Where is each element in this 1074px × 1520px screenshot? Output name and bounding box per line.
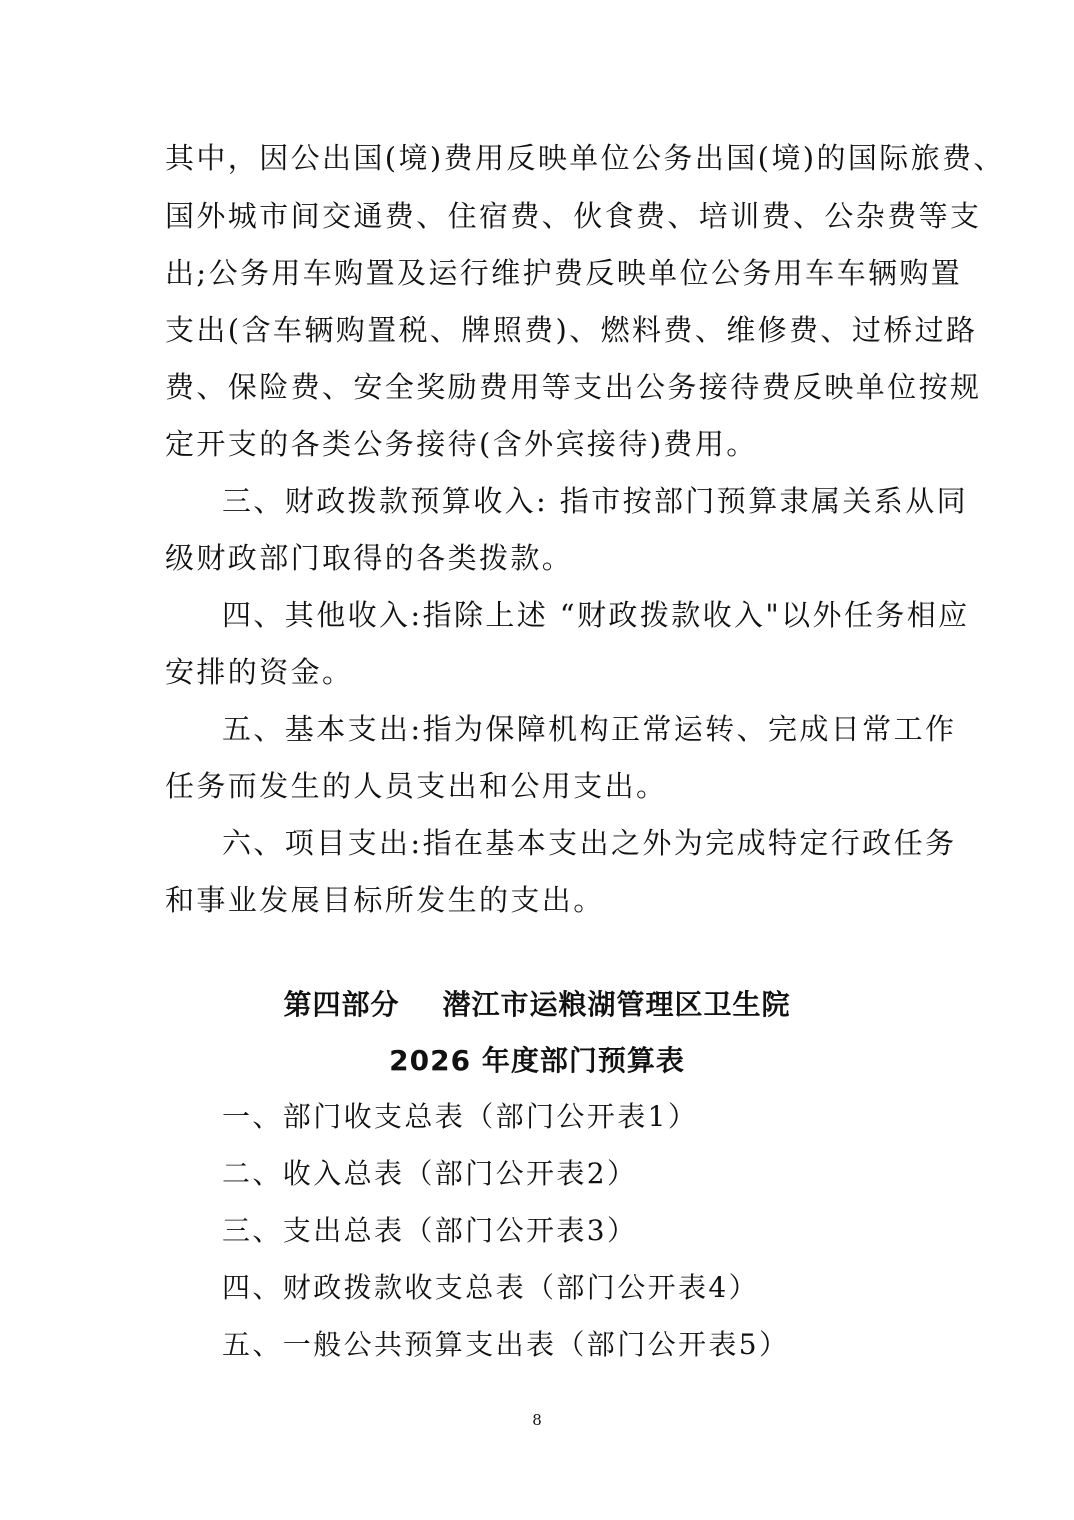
page-number: 8: [532, 1411, 542, 1429]
paragraph-line: 国外城市间交通费、住宿费、伙食费、培训费、公杂费等支: [165, 199, 982, 233]
paragraph-line: 三、财政拨款预算收入: 指市按部门预算隶属关系从同: [222, 484, 968, 518]
paragraph-line: 费、保险费、安全奖励费用等支出公务接待费反映单位按规: [165, 370, 982, 404]
paragraph-line: 任务而发生的人员支出和公用支出。: [165, 769, 668, 803]
paragraph-line: 定开支的各类公务接待(含外宾接待)费用。: [165, 427, 758, 461]
paragraph-line: 和事业发展目标所发生的支出。: [165, 883, 605, 917]
paragraph-line: 支出(含车辆购置税、牌照费)、燃料费、维修费、过桥过路: [165, 313, 978, 347]
section-subtitle: 2026 年度部门预算表: [389, 1044, 685, 1077]
paragraph-line: 级财政部门取得的各类拨款。: [165, 541, 574, 575]
toc-item: 三、支出总表（部门公开表3）: [222, 1214, 638, 1247]
paragraph-line: 四、其他收入:指除上述 “财政拨款收入"以外任务相应: [222, 598, 970, 632]
paragraph-line: 五、基本支出:指为保障机构正常运转、完成日常工作: [222, 712, 957, 746]
toc-item: 二、收入总表（部门公开表2）: [222, 1157, 638, 1190]
paragraph-line: 六、项目支出:指在基本支出之外为完成特定行政任务: [222, 826, 957, 860]
toc-item: 四、财政拨款收支总表（部门公开表4）: [222, 1271, 760, 1304]
paragraph-line: 出;公务用车购置及运行维护费反映单位公务用车车辆购置: [165, 256, 963, 290]
paragraph-line: 其中，因公出国(境)费用反映单位公务出国(境)的国际旅费、: [165, 141, 1005, 175]
paragraph-line: 安排的资金。: [165, 655, 354, 689]
toc-item: 五、一般公共预算支出表（部门公开表5）: [222, 1328, 790, 1361]
section-title: 第四部分 潜江市运粮湖管理区卫生院: [283, 988, 791, 1021]
toc-item: 一、部门收支总表（部门公开表1）: [222, 1100, 699, 1133]
